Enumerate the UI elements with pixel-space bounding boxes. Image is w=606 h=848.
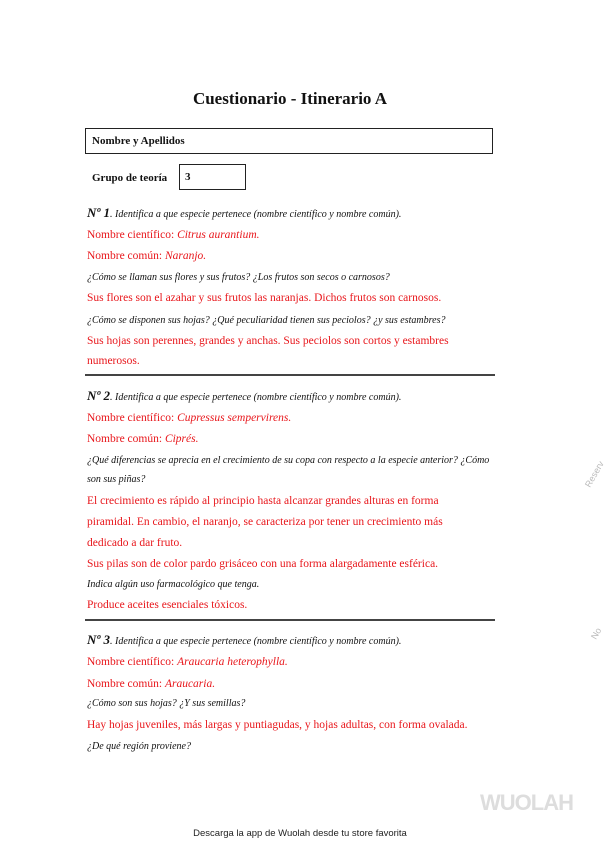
q2-heading — [87, 389, 401, 405]
q2-question-b: Indica algún uso farmacológico que tenga. — [87, 579, 260, 590]
q1-prompt: . Identifica a que especie pertenece (nombre científico y nombre común). — [110, 209, 402, 220]
separator-2 — [85, 619, 495, 621]
q2-common-name — [87, 432, 198, 446]
q1-common-label: Nombre común: — [87, 250, 165, 262]
q3-question-b: ¿De qué región proviene? — [87, 741, 191, 752]
q2-answer-a-4: Sus pilas son de color pardo grisáceo con una forma alargadamente esférica. — [87, 558, 439, 570]
q1-heading — [87, 206, 401, 222]
q3-answer-a: Hay hojas juveniles, más largas y puntiagudas, y hojas adultas, con forma ovalada. — [87, 719, 468, 731]
q3-sci-name — [87, 655, 288, 669]
q1-sci-label: Nombre científico: — [87, 229, 178, 241]
q2-answer-a-2: piramidal. En cambio, el naranjo, se caracteriza por tener un crecimiento más — [87, 516, 443, 528]
q3-question-a: ¿Cómo son sus hojas? ¿Y sus semillas? — [87, 698, 246, 709]
q3-sci-label: Nombre científico: — [87, 656, 178, 668]
q1-question-a: ¿Cómo se llaman sus flores y sus frutos? ¿Los frutos son secos o carnosos? — [87, 272, 390, 283]
q3-number: Nº 3 — [87, 632, 111, 647]
q2-answer-a-1: El crecimiento es rápido al principio hasta alcanzar grandes alturas en forma — [87, 495, 439, 507]
q1-sci-name — [87, 228, 260, 242]
q3-prompt: . Identifica a que especie pertenece (nombre científico y nombre común). — [110, 636, 402, 647]
q2-common-label: Nombre común: — [87, 433, 165, 445]
q2-number: Nº 2 — [87, 388, 111, 403]
name-label: Nombre y Apellidos — [92, 135, 185, 147]
q1-answer-b-2: numerosos. — [87, 355, 140, 367]
q3-heading — [87, 633, 401, 649]
q2-sci-label: Nombre científico: — [87, 412, 178, 424]
grupo-value: 3 — [185, 171, 191, 183]
q2-common-value: Ciprés. — [164, 433, 199, 445]
q3-common-value: Araucaria. — [164, 678, 216, 690]
grupo-field[interactable] — [179, 164, 246, 190]
footer-text: Descarga la app de Wuolah desde tu store favorita — [193, 828, 407, 839]
wuolah-logo: WUOLAH — [480, 790, 573, 815]
q1-question-b: ¿Cómo se disponen sus hojas? ¿Qué peculiaridad tienen sus peciolos? ¿y sus estambres? — [87, 315, 446, 326]
q2-sci-value: Cupressus sempervirens. — [177, 412, 292, 424]
q2-sci-name — [87, 411, 291, 425]
q1-common-name — [87, 249, 206, 263]
q3-sci-value: Araucaria heterophylla. — [177, 656, 288, 668]
side-text-reserv: Reserv — [583, 459, 606, 489]
q1-answer-a: Sus flores son el azahar y sus frutos las naranjas. Dichos frutos son carnosos. — [87, 292, 442, 304]
q2-answer-b: Produce aceites esenciales tóxicos. — [87, 599, 248, 611]
q2-question-a-2: son sus piñas? — [87, 474, 146, 485]
q1-answer-b-1: Sus hojas son perennes, grandes y anchas. Sus peciolos son cortos y estambres — [87, 335, 449, 347]
q2-question-a-1: ¿Qué diferencias se aprecia en el crecimiento de su copa con respecto a la especie anterior? ¿Cómo — [87, 455, 490, 466]
q3-common-label: Nombre común: — [87, 678, 165, 690]
page-title: Cuestionario - Itinerario A — [192, 89, 388, 108]
q1-number: Nº 1 — [87, 205, 111, 220]
q3-common-name — [87, 677, 215, 691]
q1-sci-value: Citrus aurantium. — [177, 229, 260, 241]
grupo-label: Grupo de teoría — [92, 172, 168, 184]
q2-prompt: . Identifica a que especie pertenece (nombre científico y nombre común). — [110, 392, 402, 403]
name-field[interactable] — [85, 128, 493, 154]
q2-answer-a-3: dedicado a dar fruto. — [87, 537, 183, 549]
q1-common-value: Naranjo. — [164, 250, 207, 262]
side-text-no: No — [589, 626, 604, 641]
separator-1 — [85, 374, 495, 376]
